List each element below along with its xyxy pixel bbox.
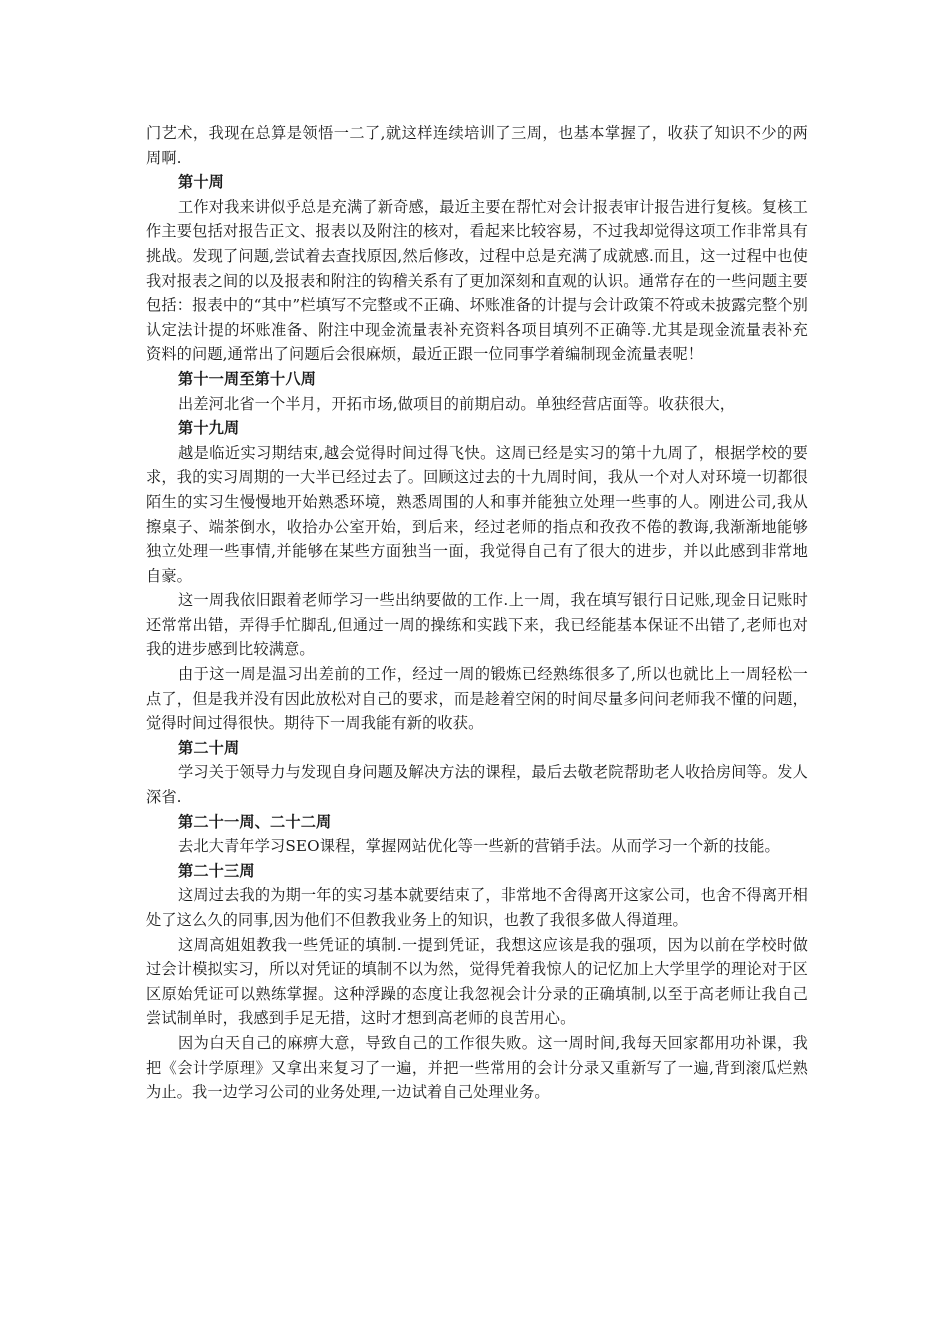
paragraph: 学习关于领导力与发现自身问题及解决方法的课程，最后去敬老院帮助老人收拾房间等。发人深省.: [146, 763, 808, 807]
paragraph: 出差河北省一个半月，开拓市场,做项目的前期启动。单独经营店面等。收获很大，: [178, 394, 736, 413]
section-heading: 第二十三周: [178, 861, 255, 880]
paragraph: 这周高姐姐教我一些凭证的填制.一提到凭证，我想这应该是我的强项，因为以前在学校时做过会计模拟实习，所以对凭证的填制不以为然，觉得凭着我惊人的记忆加上大学里学的理论对于区区原始凭证可以熟练掌握。这种浮躁的态度让我忽视会计分录的正确填制,以至于高老师让我自己尝试制单时，我感到手足无措，这时才想到高老师的良苦用心。: [146, 935, 808, 1028]
paragraph: 由于这一周是温习出差前的工作，经过一周的锻炼已经熟练很多了,所以也就比上一周轻松一点了，但是我并没有因此放松对自己的要求，而是趁着空闲的时间尽量多问问老师我不懂的问题，觉得时间过得很快。期待下一周我能有新的收获。: [146, 665, 808, 733]
paragraph: 这周过去我的为期一年的实习基本就要结束了，非常地不舍得离开这家公司，也舍不得离开相处了这么久的同事,因为他们不但教我业务上的知识，也教了我很多做人得道理。: [146, 886, 808, 929]
paragraph: 工作对我来讲似乎总是充满了新奇感，最近主要在帮忙对会计报表审计报告进行复核。复核工作主要包括对报告正文、报表以及附注的核对，看起来比较容易，不过我却觉得这项工作非常具有挑战。发现了问题,尝试着去查找原因,然后修改，过程中总是充满了成就感.而且，这一过程中也使我对报表之间的以及报表和附注的钩稽关系有了更加深刻和直观的认识。通常存在的一些问题主要包括：报表中的“其中”栏填写不完整或不正确、坏账准备的计提与会计政策不符或未披露完整个别认定法计提的坏账准备、附注中现金流量表补充资料各项目填列不正确等.尤其是现金流量表补充资料的问题,通常出了问题后会很麻烦，最近正跟一位同事学着编制现金流量表呢！: [146, 197, 808, 364]
paragraph: 去北大青年学习SEO课程，掌握网站优化等一些新的营销手法。从而学习一个新的技能。: [178, 837, 780, 856]
paragraph: 门艺术，我现在总算是领悟一二了,就这样连续培训了三周，也基本掌握了，收获了知识不少的两周啊.: [146, 124, 808, 167]
section-heading: 第十九周: [178, 419, 240, 438]
document-body: [146, 121, 808, 1105]
section-heading: 第二十周: [178, 738, 240, 757]
section-heading: 第十一周至第十八周: [178, 369, 317, 388]
paragraph: 这一周我依旧跟着老师学习一些出纳要做的工作.上一周，我在填写银行日记账,现金日记账时还常常出错，弄得手忙脚乱,但通过一周的操练和实践下来，我已经能基本保证不出错了,老师也对我的进步感到比较满意。: [146, 591, 808, 659]
paragraph: 因为白天自己的麻痹大意，导致自己的工作很失败。这一周时间,我每天回家都用功补课，我把《会计学原理》又拿出来复习了一遍，并把一些常用的会计分录又重新写了一遍,背到滚瓜烂熟为止。我一边学习公司的业务处理,一边试着自己处理业务。: [146, 1033, 808, 1102]
section-heading: 第十周: [178, 173, 225, 192]
section-heading: 第二十一周、二十二周: [178, 812, 332, 831]
paragraph: 越是临近实习期结束,越会觉得时间过得飞快。这周已经是实习的第十九周了，根据学校的要求，我的实习周期的一大半已经过去了。回顾这过去的十九周时间，我从一个对人对环境一切都很陌生的实习生慢慢地开始熟悉环境，熟悉周围的人和事并能独立处理一些事的人。刚进公司,我从擦桌子、端茶倒水，收拾办公室开始，到后来，经过老师的指点和孜孜不倦的教诲,我渐渐地能够独立处理一些事情,并能够在某些方面独当一面，我觉得自己有了很大的进步，并以此感到非常地自豪。: [146, 443, 808, 585]
